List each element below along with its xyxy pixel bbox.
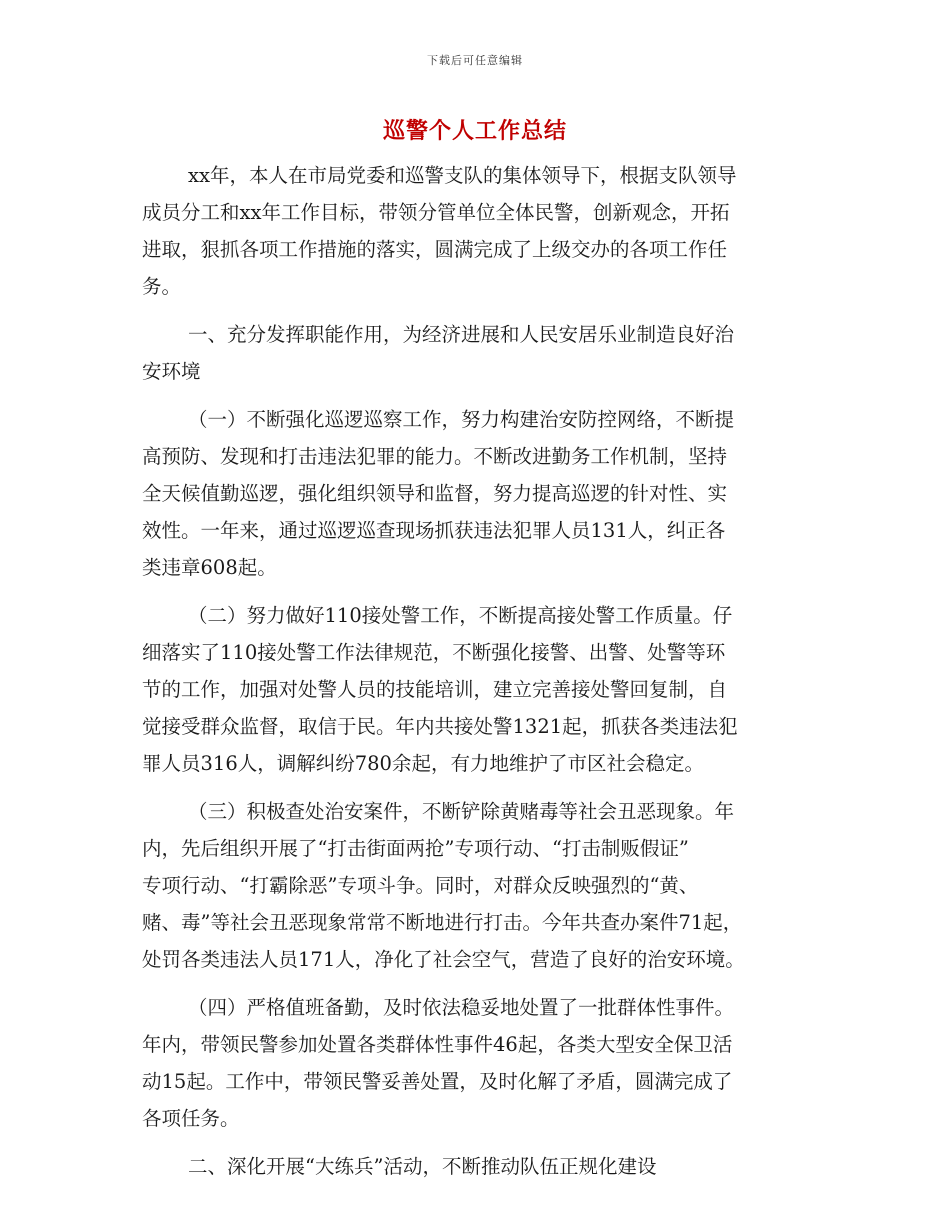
document-body — [142, 157, 812, 1185]
paragraph-line: 进取，狠抓各项工作措施的落实，圆满完成了上级交办的各项工作任 — [142, 238, 728, 261]
paragraph-line: 细落实了110接处警工作法律规范，不断强化接警、出警、处警等环 — [142, 641, 726, 664]
paragraph-line: 类违章608起。 — [142, 556, 277, 579]
paragraph-line: 效性。一年来，通过巡逻巡查现场抓获违法犯罪人员131人，纠正各 — [142, 519, 726, 542]
paragraph-line: （二）努力做好110接处警工作，不断提高接处警工作质量。仔 — [188, 604, 733, 627]
page-header: 下载后可任意编辑 — [427, 54, 523, 67]
paragraph-line: 罪人员316人，调解纠纷780余起，有力地维护了市区社会稳定。 — [142, 752, 704, 775]
paragraph — [142, 401, 812, 586]
paragraph-line: xx年，本人在市局党委和巡警支队的集体领导下，根据支队领导 — [188, 164, 737, 187]
paragraph-line: 内，先后组织开展了“打击街面两抢”专项行动、“打击制贩假证” — [142, 837, 689, 860]
paragraph-line: 处罚各类违法人员171人，净化了社会空气，营造了良好的治安环境。 — [142, 948, 745, 971]
paragraph-line: 专项行动、“打霸除恶”专项斗争。同时，对群众反映强烈的“黄、 — [142, 874, 699, 897]
paragraph-line: 务。 — [142, 275, 182, 298]
paragraph-line: 高预防、发现和打击违法犯罪的能力。不断改进勤务工作机制，坚持 — [142, 445, 728, 468]
paragraph-line: 成员分工和xx年工作目标，带领分管单位全体民警，创新观念，开拓 — [142, 201, 730, 224]
section-heading-line: 安环境 — [142, 360, 201, 383]
paragraph-line: 各项任务。 — [142, 1107, 240, 1130]
paragraph-line: 全天候值勤巡逻，强化组织领导和监督，努力提高巡逻的针对性、实 — [142, 482, 728, 505]
paragraph-line: 赌、毒”等社会丑恶现象常常不断地进行打击。今年共查办案件71起， — [142, 911, 743, 934]
document-title: 巡警个人工作总结 — [382, 118, 567, 144]
section-heading-line: 二、深化开展“大练兵”活动，不断推动队伍正规化建设 — [188, 1155, 657, 1178]
paragraph — [142, 793, 812, 978]
paragraph — [142, 1148, 812, 1185]
paragraph — [142, 157, 812, 305]
paragraph — [142, 316, 812, 390]
paragraph — [142, 989, 812, 1137]
paragraph-line: （三）积极查处治安案件，不断铲除黄赌毒等社会丑恶现象。年 — [188, 800, 735, 823]
paragraph-line: （一）不断强化巡逻巡察工作，努力构建治安防控网络，不断提 — [188, 408, 735, 431]
paragraph-line: （四）严格值班备勤，及时依法稳妥地处置了一批群体性事件。 — [188, 996, 735, 1019]
section-heading-line: 一、充分发挥职能作用，为经济进展和人民安居乐业制造良好治 — [188, 323, 735, 346]
paragraph-line: 觉接受群众监督，取信于民。年内共接处警1321起，抓获各类违法犯 — [142, 715, 738, 738]
paragraph-line: 动15起。工作中，带领民警妥善处置，及时化解了矛盾，圆满完成了 — [142, 1070, 733, 1093]
paragraph-line: 年内，带领民警参加处置各类群体性事件46起，各类大型安全保卫活 — [142, 1033, 733, 1056]
paragraph-line: 节的工作，加强对处警人员的技能培训，建立完善接处警回复制，自 — [142, 678, 728, 701]
paragraph — [142, 597, 812, 782]
